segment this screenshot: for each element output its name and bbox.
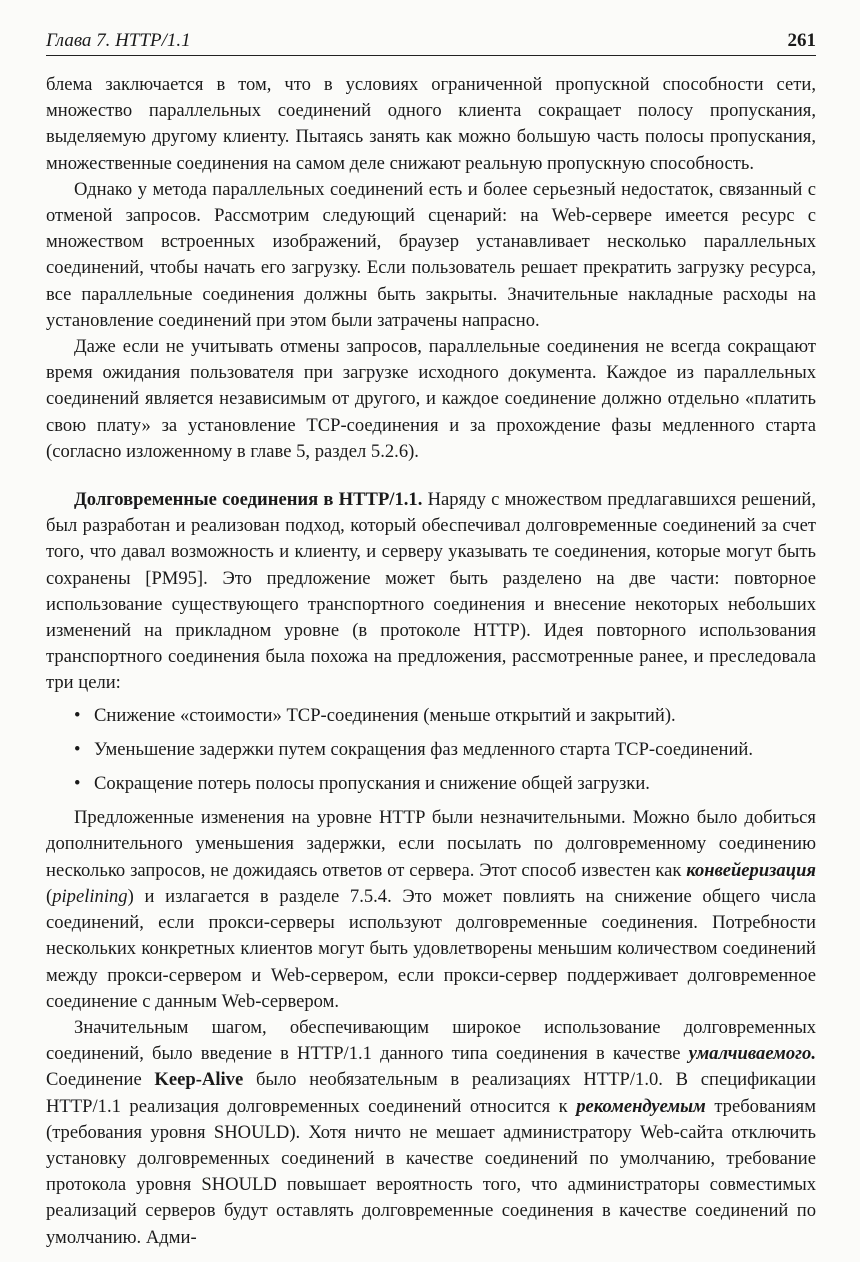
bullet-icon: • — [74, 704, 81, 726]
text-run: было необязательным в реализациях HTTP/1.0. В спецификации HTTP/1.1 реализация долговременных соединений относится к — [46, 1069, 816, 1117]
list-item — [46, 771, 816, 797]
bullet-icon: • — [74, 738, 81, 760]
paragraph-6 — [46, 1015, 816, 1251]
section-heading: Долговременные соединения в HTTP/1.1. — [74, 489, 423, 511]
list-item — [46, 737, 816, 763]
list-item-text: Снижение «стоимости» TCP-соединения (меньше открытий и закрытий). — [94, 704, 676, 726]
paragraph-5 — [46, 805, 816, 1015]
term-keep-alive: Keep-Alive — [154, 1069, 244, 1091]
running-head — [46, 30, 816, 56]
list-item-text: Уменьшение задержки путем сокращения фаз медленного старта TCP-соединений. — [94, 738, 754, 760]
term-recommended: рекомендуемым — [576, 1095, 706, 1117]
list-item-text: Сокращение потерь полосы пропускания и снижение общей загрузки. — [94, 773, 650, 795]
list-item — [46, 703, 816, 729]
paragraph-persistent-connections — [46, 487, 816, 697]
text-run: ) и излагается в разделе 7.5.4. Это может повлиять на снижение общего числа соединений, если прокси-серверы используют долговременные соединения. Потребности нескольких конкретных клиентов могут быть удовлетворены меньшим количеством соединений между прокси-сервером и Web-сервером, если прокси-сервер поддерживает долговременное соединение с данным Web-сервером. — [46, 885, 816, 1012]
text-run: Значительным шагом, обеспечивающим широкое использование долговременных соединений, было введение в HTTP/1.1 данного типа соединения в качестве — [46, 1016, 816, 1065]
bullet-icon: • — [74, 773, 81, 795]
term-pipelining-ru: конвейеризация — [686, 859, 816, 881]
page-number: 261 — [787, 30, 816, 51]
term-pipelining-en: pipelining — [52, 885, 128, 907]
text-run: ( — [46, 885, 53, 907]
paragraph-2: Однако у метода параллельных соединений есть и более серьезный недостаток, связанный с отменой запросов. Рассмотрим следующий сценарий: на Web-сервере имеется ресурс с множеством встроенных изображений, браузер устанавливает несколько параллельных соединений, чтобы начать его загрузку. Если пользователь решает прекратить загрузку ресурса, все параллельные соединения должны быть закрыты. Значительные накладные расходы на установление соединений при этом были затрачены напрасно. — [46, 178, 816, 331]
paragraph-text: Наряду с множеством предлагавшихся решений, был разработан и реализован подход, который обеспечивал долговременные соединений за счет того, что давал возможность и клиенту, и серверу указывать те соединения, которые могут быть сохранены [PM95]. Это предложение может быть разделено на две части: повторное использование существующего транспортного соединения и внесение некоторых небольших изменений на прикладном уровне (в протоколе HTTP). Идея повторного использования транспортного соединения была похожа на предложения, рассмотренные ранее, и преследовала три цели: — [46, 489, 817, 694]
paragraph-3: Даже если не учитывать отмены запросов, параллельные соединения не всегда сокращают время ожидания пользователя при загрузке исходного документа. Каждое из параллельных соединений является независимым от другого, и каждое соединение должно отдельно «платить свою плату» за установление TCP-соединения и за прохождение фазы медленного старта (согласно изложенному в главе 5, раздел 5.2.6). — [46, 336, 816, 462]
goals-list — [46, 703, 816, 798]
term-default: умалчиваемого. — [688, 1043, 816, 1065]
text-run: требованиям (требования уровня SHOULD). Хотя ничто не мешает администратору Web-сайта отключить установку долговременных соединений в качестве соединений по умолчанию, требование протокола уровня SHOULD повышает вероятность того, что администраторы совместимых реализаций серверов будут оставлять долговременные соединения в качестве соединений по умолчанию. Адми- — [46, 1095, 816, 1248]
chapter-title: Глава 7. HTTP/1.1 — [46, 30, 191, 51]
paragraph-1: блема заключается в том, что в условиях ограниченной пропускной способности сети, множество параллельных соединений одного клиента сокращает полосу пропускания, выделяемую другому клиенту. Пытаясь занять как можно большую часть полосы пропускания, множественные соединения на самом деле снижают реальную пропускную способность. — [46, 74, 816, 174]
text-run: Соединение — [46, 1069, 155, 1091]
text-run: Предложенные изменения на уровне HTTP были незначительными. Можно было добиться дополнительного уменьшения задержки, если посылать по долговременному соединению несколько запросов, не дожидаясь ответов от сервера. Этот способ известен как — [46, 807, 816, 881]
